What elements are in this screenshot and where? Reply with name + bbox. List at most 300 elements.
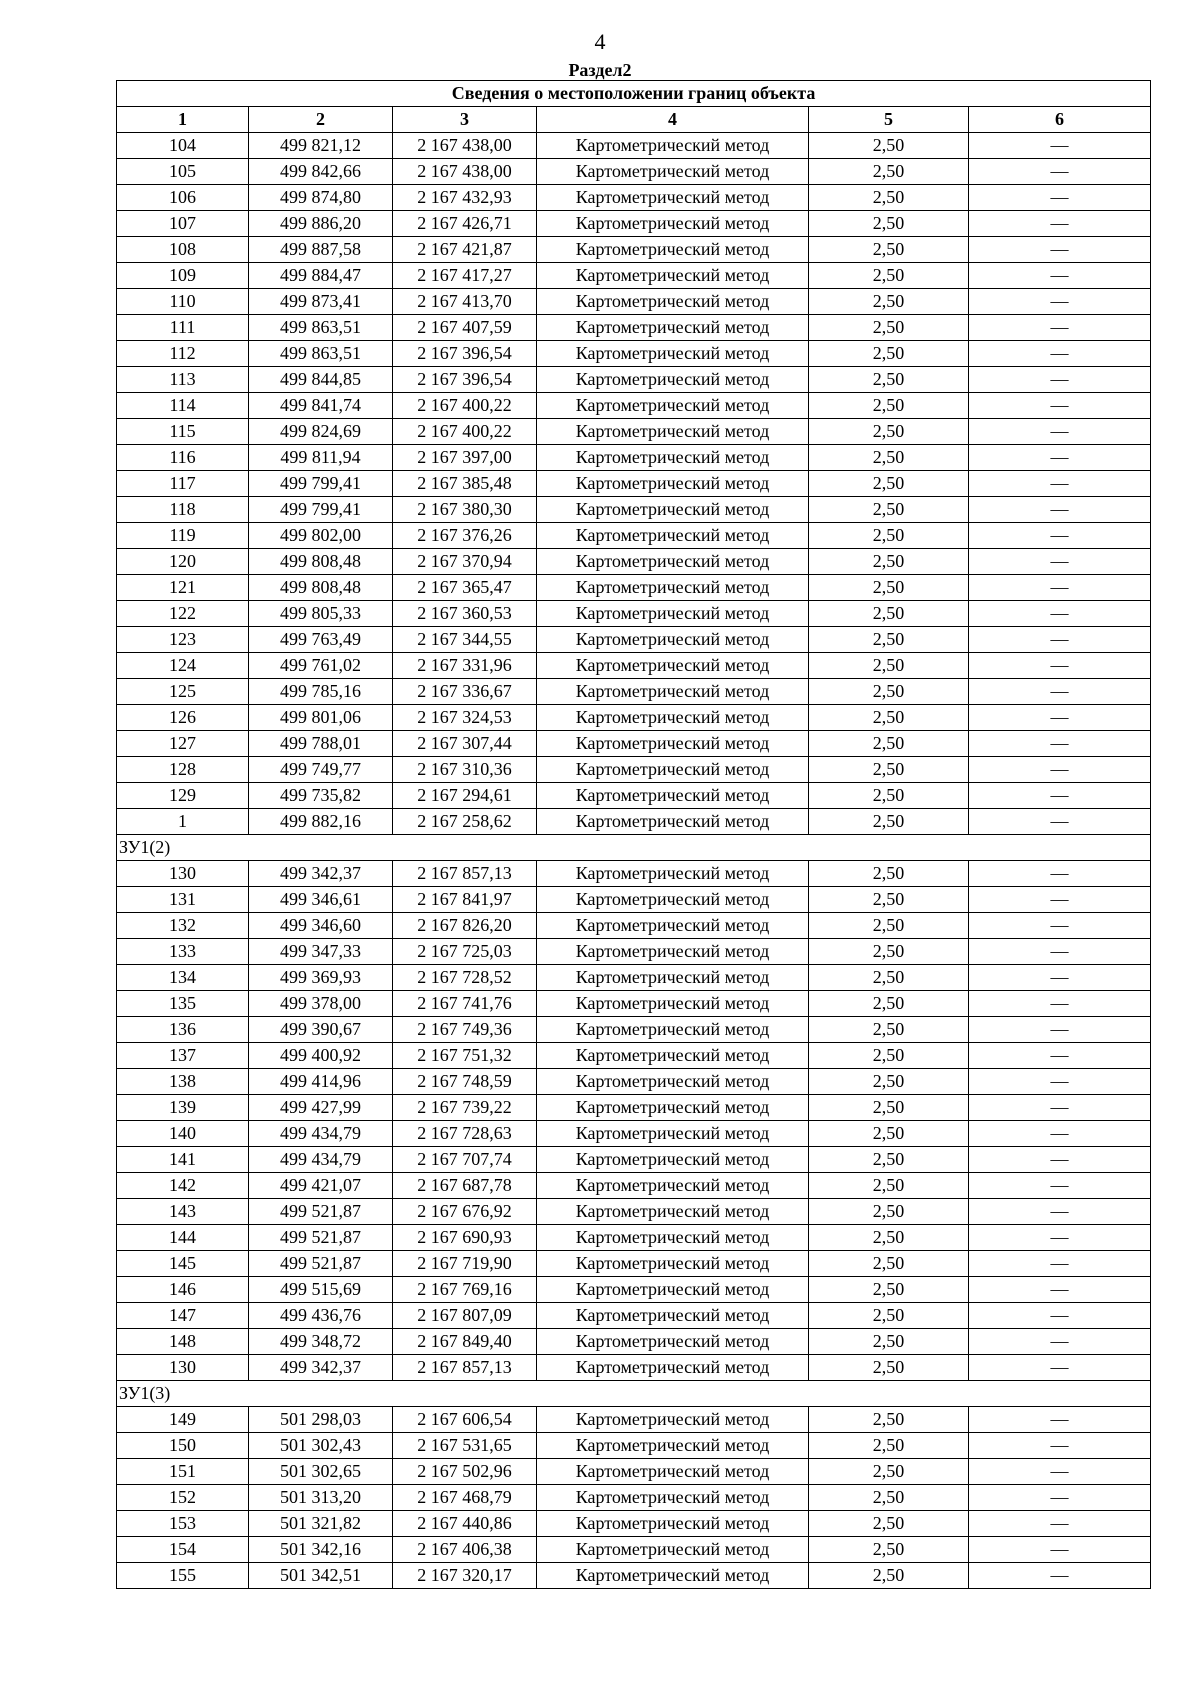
point-number-cell: 121 — [117, 575, 249, 601]
y-coordinate-cell: 2 167 400,22 — [393, 393, 537, 419]
y-coordinate-cell: 2 167 380,30 — [393, 497, 537, 523]
table-row — [117, 575, 1151, 601]
accuracy-cell: 2,50 — [809, 705, 969, 731]
method-cell: Картометрический метод — [537, 1121, 809, 1147]
table-caption: Сведения о местоположении границ объекта — [117, 81, 1151, 107]
table-row — [117, 1147, 1151, 1173]
y-coordinate-cell: 2 167 417,27 — [393, 263, 537, 289]
point-number-cell: 127 — [117, 731, 249, 757]
method-cell: Картометрический метод — [537, 237, 809, 263]
description-cell: — — [969, 1121, 1151, 1147]
table-row — [117, 601, 1151, 627]
description-cell: — — [969, 1433, 1151, 1459]
x-coordinate-cell: 499 348,72 — [249, 1329, 393, 1355]
point-number-cell: 138 — [117, 1069, 249, 1095]
method-cell: Картометрический метод — [537, 1303, 809, 1329]
y-coordinate-cell: 2 167 413,70 — [393, 289, 537, 315]
table-row — [117, 887, 1151, 913]
accuracy-cell: 2,50 — [809, 471, 969, 497]
table-row — [117, 1329, 1151, 1355]
method-cell: Картометрический метод — [537, 1277, 809, 1303]
x-coordinate-cell: 499 390,67 — [249, 1017, 393, 1043]
description-cell: — — [969, 1147, 1151, 1173]
description-cell: — — [969, 653, 1151, 679]
point-number-cell: 1 — [117, 809, 249, 835]
accuracy-cell: 2,50 — [809, 1147, 969, 1173]
table-row — [117, 1433, 1151, 1459]
x-coordinate-cell: 499 841,74 — [249, 393, 393, 419]
x-coordinate-cell: 499 824,69 — [249, 419, 393, 445]
method-cell: Картометрический метод — [537, 1017, 809, 1043]
table-row — [117, 991, 1151, 1017]
accuracy-cell: 2,50 — [809, 497, 969, 523]
y-coordinate-cell: 2 167 841,97 — [393, 887, 537, 913]
x-coordinate-cell: 499 821,12 — [249, 133, 393, 159]
table-row — [117, 783, 1151, 809]
table-row — [117, 861, 1151, 887]
accuracy-cell: 2,50 — [809, 393, 969, 419]
accuracy-cell: 2,50 — [809, 1121, 969, 1147]
x-coordinate-cell: 499 874,80 — [249, 185, 393, 211]
method-cell: Картометрический метод — [537, 211, 809, 237]
table-row — [117, 1511, 1151, 1537]
description-cell: — — [969, 1329, 1151, 1355]
description-cell: — — [969, 887, 1151, 913]
table-row — [117, 315, 1151, 341]
accuracy-cell: 2,50 — [809, 1459, 969, 1485]
method-cell: Картометрический метод — [537, 1199, 809, 1225]
y-coordinate-cell: 2 167 438,00 — [393, 133, 537, 159]
x-coordinate-cell: 499 521,87 — [249, 1199, 393, 1225]
method-cell: Картометрический метод — [537, 523, 809, 549]
method-cell: Картометрический метод — [537, 549, 809, 575]
table-row — [117, 1043, 1151, 1069]
accuracy-cell: 2,50 — [809, 1303, 969, 1329]
point-number-cell: 140 — [117, 1121, 249, 1147]
accuracy-cell: 2,50 — [809, 549, 969, 575]
accuracy-cell: 2,50 — [809, 211, 969, 237]
method-cell: Картометрический метод — [537, 263, 809, 289]
description-cell: — — [969, 445, 1151, 471]
x-coordinate-cell: 499 785,16 — [249, 679, 393, 705]
y-coordinate-cell: 2 167 400,22 — [393, 419, 537, 445]
point-number-cell: 128 — [117, 757, 249, 783]
y-coordinate-cell: 2 167 360,53 — [393, 601, 537, 627]
x-coordinate-cell: 499 799,41 — [249, 497, 393, 523]
description-cell: — — [969, 1277, 1151, 1303]
x-coordinate-cell: 499 346,61 — [249, 887, 393, 913]
x-coordinate-cell: 501 313,20 — [249, 1485, 393, 1511]
table-row — [117, 549, 1151, 575]
x-coordinate-cell: 499 863,51 — [249, 341, 393, 367]
accuracy-cell: 2,50 — [809, 237, 969, 263]
y-coordinate-cell: 2 167 676,92 — [393, 1199, 537, 1225]
x-coordinate-cell: 499 515,69 — [249, 1277, 393, 1303]
description-cell: — — [969, 1407, 1151, 1433]
point-number-cell: 146 — [117, 1277, 249, 1303]
table-row — [117, 705, 1151, 731]
column-number: 1 — [117, 107, 249, 133]
method-cell: Картометрический метод — [537, 965, 809, 991]
x-coordinate-cell: 499 346,60 — [249, 913, 393, 939]
x-coordinate-cell: 499 342,37 — [249, 861, 393, 887]
method-cell: Картометрический метод — [537, 1147, 809, 1173]
accuracy-cell: 2,50 — [809, 965, 969, 991]
x-coordinate-cell: 499 749,77 — [249, 757, 393, 783]
column-number: 5 — [809, 107, 969, 133]
method-cell: Картометрический метод — [537, 887, 809, 913]
column-number: 3 — [393, 107, 537, 133]
method-cell: Картометрический метод — [537, 159, 809, 185]
method-cell: Картометрический метод — [537, 601, 809, 627]
table-row — [117, 1303, 1151, 1329]
point-number-cell: 129 — [117, 783, 249, 809]
x-coordinate-cell: 499 761,02 — [249, 653, 393, 679]
accuracy-cell: 2,50 — [809, 1017, 969, 1043]
x-coordinate-cell: 499 799,41 — [249, 471, 393, 497]
method-cell: Картометрический метод — [537, 445, 809, 471]
method-cell: Картометрический метод — [537, 497, 809, 523]
description-cell: — — [969, 991, 1151, 1017]
y-coordinate-cell: 2 167 739,22 — [393, 1095, 537, 1121]
table-row — [117, 393, 1151, 419]
y-coordinate-cell: 2 167 857,13 — [393, 1355, 537, 1381]
point-number-cell: 110 — [117, 289, 249, 315]
point-number-cell: 125 — [117, 679, 249, 705]
y-coordinate-cell: 2 167 531,65 — [393, 1433, 537, 1459]
x-coordinate-cell: 499 521,87 — [249, 1251, 393, 1277]
description-cell: — — [969, 939, 1151, 965]
y-coordinate-cell: 2 167 365,47 — [393, 575, 537, 601]
description-cell: — — [969, 471, 1151, 497]
table-row — [117, 211, 1151, 237]
description-cell: — — [969, 393, 1151, 419]
point-number-cell: 152 — [117, 1485, 249, 1511]
y-coordinate-cell: 2 167 707,74 — [393, 1147, 537, 1173]
point-number-cell: 149 — [117, 1407, 249, 1433]
point-number-cell: 143 — [117, 1199, 249, 1225]
x-coordinate-cell: 499 434,79 — [249, 1147, 393, 1173]
x-coordinate-cell: 499 342,37 — [249, 1355, 393, 1381]
point-number-cell: 109 — [117, 263, 249, 289]
method-cell: Картометрический метод — [537, 471, 809, 497]
accuracy-cell: 2,50 — [809, 1095, 969, 1121]
description-cell: — — [969, 861, 1151, 887]
point-number-cell: 151 — [117, 1459, 249, 1485]
accuracy-cell: 2,50 — [809, 1199, 969, 1225]
x-coordinate-cell: 499 873,41 — [249, 289, 393, 315]
description-cell: — — [969, 1069, 1151, 1095]
point-number-cell: 113 — [117, 367, 249, 393]
method-cell: Картометрический метод — [537, 939, 809, 965]
accuracy-cell: 2,50 — [809, 1433, 969, 1459]
x-coordinate-cell: 499 884,47 — [249, 263, 393, 289]
x-coordinate-cell: 499 844,85 — [249, 367, 393, 393]
description-cell: — — [969, 601, 1151, 627]
accuracy-cell: 2,50 — [809, 185, 969, 211]
method-cell: Картометрический метод — [537, 861, 809, 887]
y-coordinate-cell: 2 167 606,54 — [393, 1407, 537, 1433]
table-row — [117, 1459, 1151, 1485]
table-row — [117, 523, 1151, 549]
group-header-row — [117, 835, 1151, 861]
description-cell: — — [969, 965, 1151, 991]
y-coordinate-cell: 2 167 397,00 — [393, 445, 537, 471]
table-row — [117, 1277, 1151, 1303]
x-coordinate-cell: 499 427,99 — [249, 1095, 393, 1121]
point-number-cell: 133 — [117, 939, 249, 965]
point-number-cell: 108 — [117, 237, 249, 263]
accuracy-cell: 2,50 — [809, 679, 969, 705]
y-coordinate-cell: 2 167 385,48 — [393, 471, 537, 497]
table-row — [117, 627, 1151, 653]
description-cell: — — [969, 315, 1151, 341]
y-coordinate-cell: 2 167 331,96 — [393, 653, 537, 679]
method-cell: Картометрический метод — [537, 1459, 809, 1485]
table-row — [117, 731, 1151, 757]
accuracy-cell: 2,50 — [809, 289, 969, 315]
table-row — [117, 445, 1151, 471]
method-cell: Картометрический метод — [537, 1485, 809, 1511]
y-coordinate-cell: 2 167 468,79 — [393, 1485, 537, 1511]
accuracy-cell: 2,50 — [809, 809, 969, 835]
section-title: Раздел2 — [568, 60, 632, 80]
point-number-cell: 118 — [117, 497, 249, 523]
accuracy-cell: 2,50 — [809, 315, 969, 341]
method-cell: Картометрический метод — [537, 341, 809, 367]
description-cell: — — [969, 419, 1151, 445]
x-coordinate-cell: 499 369,93 — [249, 965, 393, 991]
y-coordinate-cell: 2 167 687,78 — [393, 1173, 537, 1199]
description-cell: — — [969, 705, 1151, 731]
point-number-cell: 150 — [117, 1433, 249, 1459]
table-row — [117, 1485, 1151, 1511]
accuracy-cell: 2,50 — [809, 783, 969, 809]
point-number-cell: 134 — [117, 965, 249, 991]
table-row — [117, 1355, 1151, 1381]
table-row — [117, 913, 1151, 939]
table-row — [117, 1225, 1151, 1251]
method-cell: Картометрический метод — [537, 731, 809, 757]
method-cell: Картометрический метод — [537, 393, 809, 419]
point-number-cell: 144 — [117, 1225, 249, 1251]
column-number: 4 — [537, 107, 809, 133]
method-cell: Картометрический метод — [537, 757, 809, 783]
x-coordinate-cell: 501 342,51 — [249, 1563, 393, 1589]
description-cell: — — [969, 1095, 1151, 1121]
group-label: ЗУ1(3) — [117, 1381, 1151, 1407]
x-coordinate-cell: 501 342,16 — [249, 1537, 393, 1563]
point-number-cell: 155 — [117, 1563, 249, 1589]
y-coordinate-cell: 2 167 728,63 — [393, 1121, 537, 1147]
point-number-cell: 148 — [117, 1329, 249, 1355]
method-cell: Картометрический метод — [537, 1225, 809, 1251]
point-number-cell: 105 — [117, 159, 249, 185]
accuracy-cell: 2,50 — [809, 341, 969, 367]
point-number-cell: 141 — [117, 1147, 249, 1173]
accuracy-cell: 2,50 — [809, 939, 969, 965]
accuracy-cell: 2,50 — [809, 1563, 969, 1589]
accuracy-cell: 2,50 — [809, 1277, 969, 1303]
description-cell: — — [969, 289, 1151, 315]
table-row — [117, 1199, 1151, 1225]
x-coordinate-cell: 499 811,94 — [249, 445, 393, 471]
description-cell: — — [969, 1017, 1151, 1043]
y-coordinate-cell: 2 167 376,26 — [393, 523, 537, 549]
method-cell: Картометрический метод — [537, 809, 809, 835]
y-coordinate-cell: 2 167 719,90 — [393, 1251, 537, 1277]
method-cell: Картометрический метод — [537, 1537, 809, 1563]
accuracy-cell: 2,50 — [809, 653, 969, 679]
x-coordinate-cell: 499 802,00 — [249, 523, 393, 549]
accuracy-cell: 2,50 — [809, 991, 969, 1017]
table-row — [117, 1537, 1151, 1563]
accuracy-cell: 2,50 — [809, 1511, 969, 1537]
method-cell: Картометрический метод — [537, 315, 809, 341]
method-cell: Картометрический метод — [537, 1511, 809, 1537]
x-coordinate-cell: 501 302,43 — [249, 1433, 393, 1459]
x-coordinate-cell: 499 763,49 — [249, 627, 393, 653]
table-row — [117, 679, 1151, 705]
y-coordinate-cell: 2 167 421,87 — [393, 237, 537, 263]
method-cell: Картометрический метод — [537, 367, 809, 393]
y-coordinate-cell: 2 167 324,53 — [393, 705, 537, 731]
point-number-cell: 112 — [117, 341, 249, 367]
accuracy-cell: 2,50 — [809, 263, 969, 289]
y-coordinate-cell: 2 167 294,61 — [393, 783, 537, 809]
method-cell: Картометрический метод — [537, 1433, 809, 1459]
accuracy-cell: 2,50 — [809, 133, 969, 159]
description-cell: — — [969, 185, 1151, 211]
point-number-cell: 123 — [117, 627, 249, 653]
y-coordinate-cell: 2 167 320,17 — [393, 1563, 537, 1589]
y-coordinate-cell: 2 167 440,86 — [393, 1511, 537, 1537]
x-coordinate-cell: 499 805,33 — [249, 601, 393, 627]
x-coordinate-cell: 499 434,79 — [249, 1121, 393, 1147]
description-cell: — — [969, 211, 1151, 237]
method-cell: Картометрический метод — [537, 1407, 809, 1433]
y-coordinate-cell: 2 167 396,54 — [393, 367, 537, 393]
point-number-cell: 154 — [117, 1537, 249, 1563]
point-number-cell: 131 — [117, 887, 249, 913]
table-row — [117, 1095, 1151, 1121]
table-row — [117, 159, 1151, 185]
accuracy-cell: 2,50 — [809, 1485, 969, 1511]
x-coordinate-cell: 499 521,87 — [249, 1225, 393, 1251]
table-row — [117, 653, 1151, 679]
accuracy-cell: 2,50 — [809, 861, 969, 887]
point-number-cell: 153 — [117, 1511, 249, 1537]
method-cell: Картометрический метод — [537, 133, 809, 159]
x-coordinate-cell: 501 298,03 — [249, 1407, 393, 1433]
description-cell: — — [969, 575, 1151, 601]
point-number-cell: 116 — [117, 445, 249, 471]
boundary-coordinates-table — [116, 80, 1151, 1589]
description-cell: — — [969, 341, 1151, 367]
accuracy-cell: 2,50 — [809, 367, 969, 393]
method-cell: Картометрический метод — [537, 783, 809, 809]
table-row — [117, 497, 1151, 523]
column-number: 6 — [969, 107, 1151, 133]
y-coordinate-cell: 2 167 728,52 — [393, 965, 537, 991]
y-coordinate-cell: 2 167 432,93 — [393, 185, 537, 211]
method-cell: Картометрический метод — [537, 913, 809, 939]
method-cell: Картометрический метод — [537, 1069, 809, 1095]
table-row — [117, 133, 1151, 159]
description-cell: — — [969, 1511, 1151, 1537]
point-number-cell: 130 — [117, 1355, 249, 1381]
x-coordinate-cell: 499 378,00 — [249, 991, 393, 1017]
x-coordinate-cell: 499 886,20 — [249, 211, 393, 237]
description-cell: — — [969, 1043, 1151, 1069]
description-cell: — — [969, 523, 1151, 549]
y-coordinate-cell: 2 167 807,09 — [393, 1303, 537, 1329]
point-number-cell: 142 — [117, 1173, 249, 1199]
x-coordinate-cell: 499 808,48 — [249, 549, 393, 575]
description-cell: — — [969, 497, 1151, 523]
method-cell: Картометрический метод — [537, 289, 809, 315]
accuracy-cell: 2,50 — [809, 731, 969, 757]
table-row — [117, 1251, 1151, 1277]
accuracy-cell: 2,50 — [809, 575, 969, 601]
accuracy-cell: 2,50 — [809, 1069, 969, 1095]
y-coordinate-cell: 2 167 751,32 — [393, 1043, 537, 1069]
point-number-cell: 115 — [117, 419, 249, 445]
y-coordinate-cell: 2 167 370,94 — [393, 549, 537, 575]
method-cell: Картометрический метод — [537, 1563, 809, 1589]
point-number-cell: 132 — [117, 913, 249, 939]
point-number-cell: 145 — [117, 1251, 249, 1277]
method-cell: Картометрический метод — [537, 1355, 809, 1381]
accuracy-cell: 2,50 — [809, 159, 969, 185]
method-cell: Картометрический метод — [537, 1251, 809, 1277]
table-row — [117, 1069, 1151, 1095]
method-cell: Картометрический метод — [537, 991, 809, 1017]
y-coordinate-cell: 2 167 769,16 — [393, 1277, 537, 1303]
x-coordinate-cell: 499 414,96 — [249, 1069, 393, 1095]
point-number-cell: 111 — [117, 315, 249, 341]
method-cell: Картометрический метод — [537, 705, 809, 731]
point-number-cell: 126 — [117, 705, 249, 731]
accuracy-cell: 2,50 — [809, 913, 969, 939]
method-cell: Картометрический метод — [537, 1173, 809, 1199]
description-cell: — — [969, 809, 1151, 835]
table-row — [117, 965, 1151, 991]
x-coordinate-cell: 499 808,48 — [249, 575, 393, 601]
method-cell: Картометрический метод — [537, 185, 809, 211]
table-row — [117, 367, 1151, 393]
accuracy-cell: 2,50 — [809, 1407, 969, 1433]
description-cell: — — [969, 679, 1151, 705]
method-cell: Картометрический метод — [537, 627, 809, 653]
description-cell: — — [969, 237, 1151, 263]
accuracy-cell: 2,50 — [809, 757, 969, 783]
accuracy-cell: 2,50 — [809, 1173, 969, 1199]
x-coordinate-cell: 499 863,51 — [249, 315, 393, 341]
point-number-cell: 114 — [117, 393, 249, 419]
y-coordinate-cell: 2 167 396,54 — [393, 341, 537, 367]
accuracy-cell: 2,50 — [809, 445, 969, 471]
y-coordinate-cell: 2 167 307,44 — [393, 731, 537, 757]
table-caption-row — [117, 81, 1151, 107]
table-row — [117, 419, 1151, 445]
x-coordinate-cell: 499 735,82 — [249, 783, 393, 809]
x-coordinate-cell: 499 801,06 — [249, 705, 393, 731]
y-coordinate-cell: 2 167 406,38 — [393, 1537, 537, 1563]
description-cell: — — [969, 263, 1151, 289]
x-coordinate-cell: 499 421,07 — [249, 1173, 393, 1199]
description-cell: — — [969, 1251, 1151, 1277]
